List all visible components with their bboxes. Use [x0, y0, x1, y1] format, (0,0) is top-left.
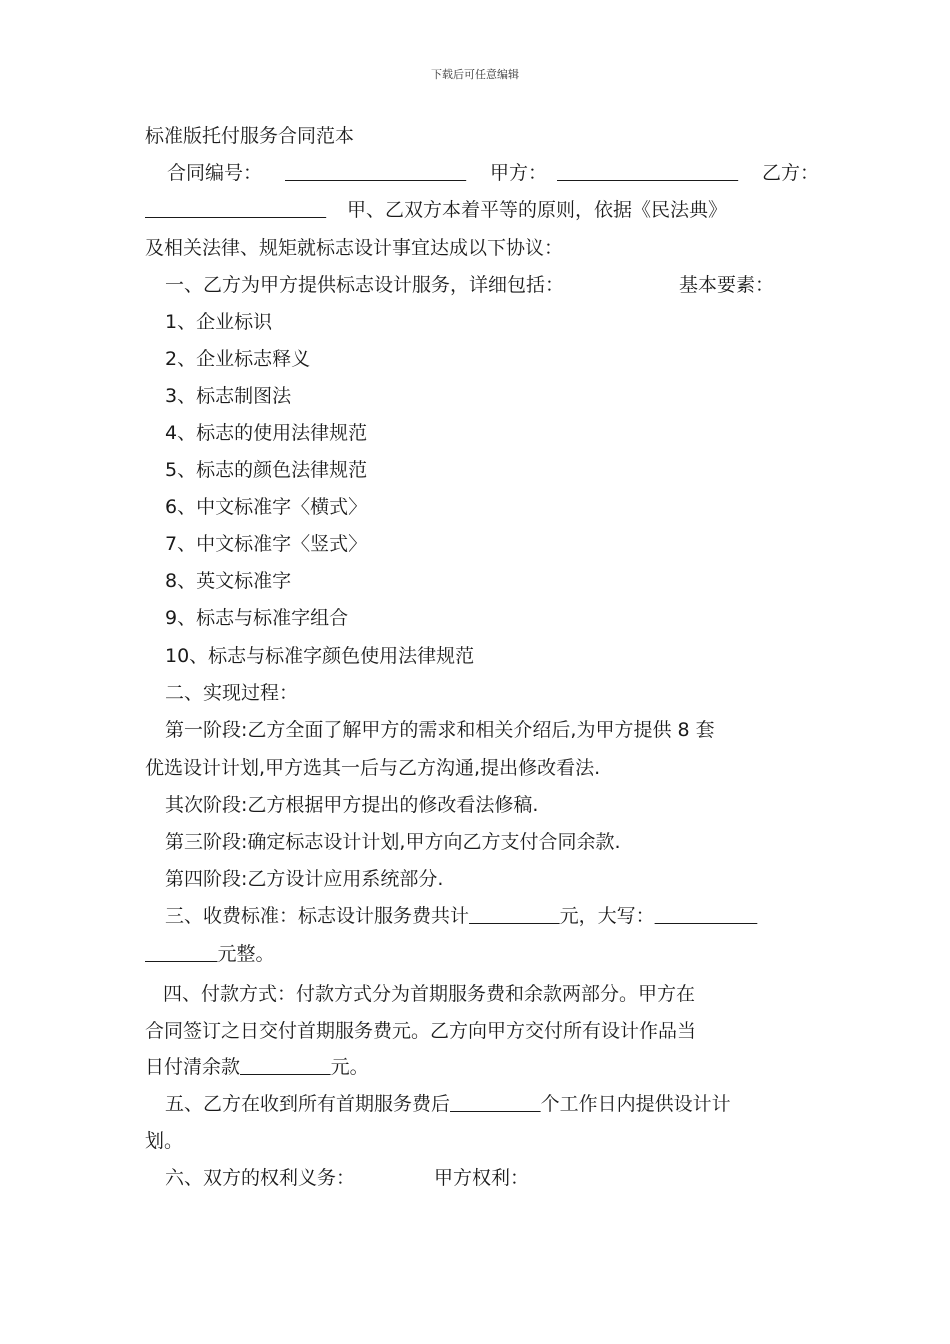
phase-1-text-cont: 优选设计计划,甲方选其一后与乙方沟通,提出修改看法. — [145, 757, 601, 779]
list-item: 5、标志的颜色法律规范 — [165, 459, 368, 481]
list-item: 9、标志与标准字组合 — [165, 607, 349, 629]
party-a-label: 甲方： — [490, 162, 548, 184]
list-item: 6、中文标准字〈横式〉 — [165, 496, 368, 518]
section-3-fee — [165, 904, 757, 928]
phase-1-text: 第一阶段:乙方全面了解甲方的需求和相关介绍后,为甲方提供 8 套 — [165, 719, 715, 741]
fee-uppercase-blank-cont — [145, 943, 217, 965]
phase-2-text: 其次阶段:乙方根据甲方提出的修改看法修稿. — [165, 794, 539, 816]
fee-uppercase-label: 元，大写： — [559, 905, 655, 927]
fee-suffix: 元整。 — [217, 943, 275, 965]
party-b-blank — [145, 198, 326, 222]
list-item: 7、中文标准字〈竖式〉 — [165, 533, 368, 555]
contract-number-blank — [285, 161, 466, 185]
section-4-payment-end — [145, 1055, 369, 1079]
party-b-label: 乙方： — [762, 162, 820, 184]
list-item: 1、企业标识 — [165, 311, 273, 333]
party-a-rights-label: 甲方权利： — [434, 1167, 530, 1189]
list-item: 3、标志制图法 — [165, 385, 292, 407]
party-a-blank — [557, 161, 738, 185]
delivery-text: 五、乙方在收到所有首期服务费后 — [165, 1093, 451, 1115]
section-4-payment: 四、付款方式：付款方式分为首期服务费和余款两部分。甲方在 — [163, 983, 696, 1005]
agreement-intro-cont: 及相关法律、规矩就标志设计事宜达成以下协议： — [145, 237, 564, 259]
fee-label: 三、收费标准：标志设计服务费共计 — [165, 905, 470, 927]
phase-3-text: 第三阶段:确定标志设计计划,甲方向乙方支付合同余款. — [165, 831, 621, 853]
section-2-heading: 二、实现过程： — [165, 682, 299, 704]
contract-number-label: 合同编号： — [167, 162, 263, 184]
balance-blank — [240, 1056, 331, 1078]
list-item: 8、英文标准字 — [165, 570, 292, 592]
section-1-heading: 一、乙方为甲方提供标志设计服务，详细包括： — [165, 274, 565, 296]
phase-4-text: 第四阶段:乙方设计应用系统部分. — [165, 868, 444, 890]
agreement-intro: 甲、乙双方本着平等的原则，依据《民法典》 — [347, 199, 728, 221]
section-5-delivery-end: 划。 — [145, 1130, 184, 1152]
list-item: 2、企业标志释义 — [165, 348, 311, 370]
balance-label: 日付清余款 — [145, 1056, 241, 1078]
section-5-delivery — [165, 1092, 731, 1116]
section-3-fee-cont — [145, 942, 275, 966]
fee-amount-blank — [469, 905, 560, 927]
section-4-payment-cont: 合同签订之日交付首期服务费元。乙方向甲方交付所有设计作品当 — [145, 1020, 697, 1042]
delivery-days-blank — [450, 1093, 541, 1115]
section-6-heading: 六、双方的权利义务： — [165, 1167, 356, 1189]
fee-uppercase-blank — [655, 905, 758, 927]
list-item: 4、标志的使用法律规范 — [165, 422, 368, 444]
page-header: 下载后可任意编辑 — [431, 68, 519, 81]
basic-elements-label: 基本要素： — [679, 274, 775, 296]
balance-suffix: 元。 — [330, 1056, 369, 1078]
list-item: 10、标志与标准字颜色使用法律规范 — [165, 645, 475, 667]
delivery-text-cont: 个工作日内提供设计计 — [540, 1093, 731, 1115]
document-title: 标准版托付服务合同范本 — [145, 125, 355, 147]
